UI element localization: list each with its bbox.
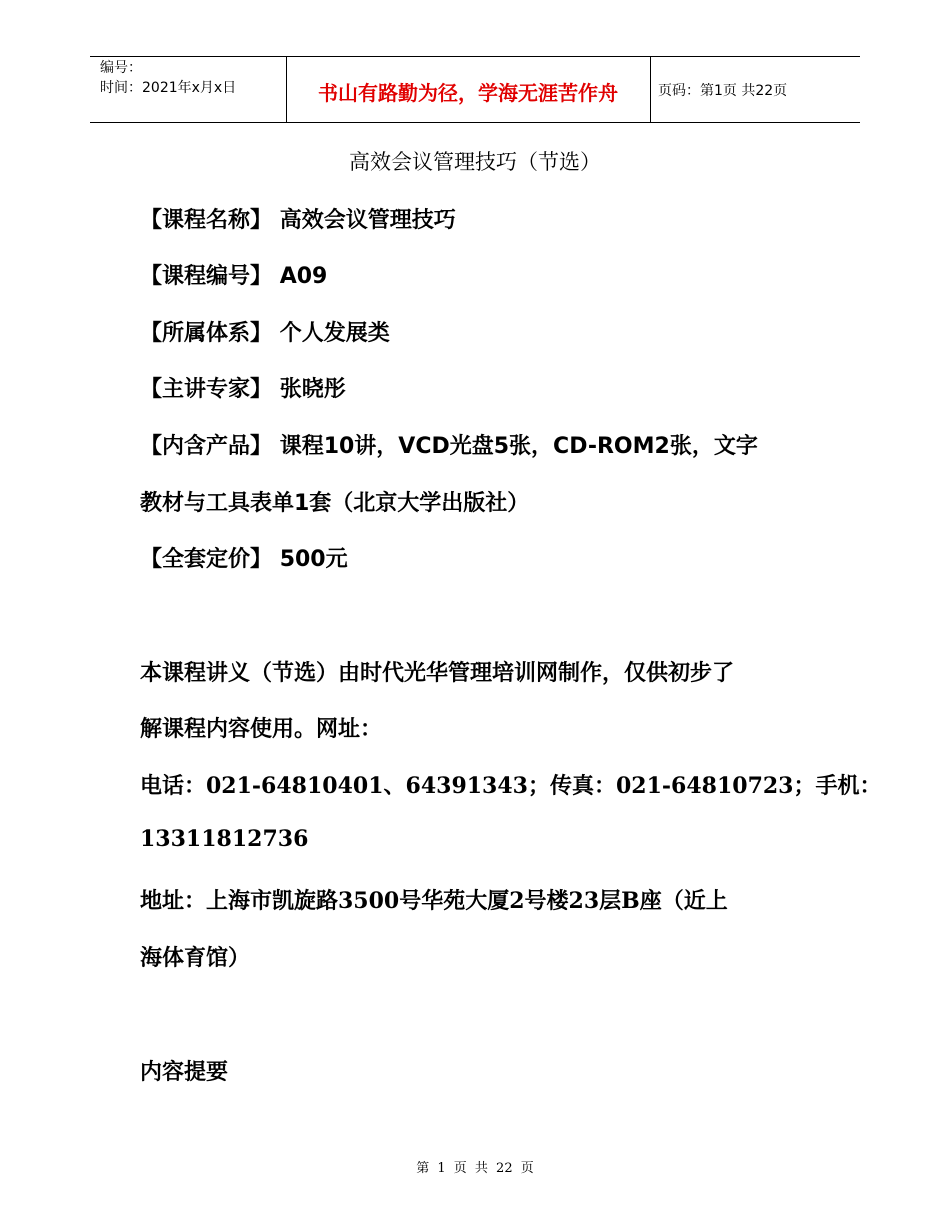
field-value: 500元 bbox=[279, 547, 348, 572]
field-course-name bbox=[140, 203, 456, 234]
intro-line-1: 本课程讲义（节选）由时代光华管理培训网制作，仅供初步了 bbox=[140, 661, 735, 686]
header-number-label: 编号： bbox=[100, 60, 142, 76]
field-lecturer bbox=[140, 372, 346, 403]
field-value: 高效会议管理技巧 bbox=[279, 208, 456, 233]
phone-line-2: 13311812736 bbox=[140, 826, 309, 852]
field-label: 【课程名称】 bbox=[140, 208, 273, 233]
address-line-1: 地址：上海市凯旋路3500号华苑大厦2号楼23层B座（近上 bbox=[140, 888, 728, 914]
field-label: 【主讲专家】 bbox=[140, 377, 273, 402]
field-label: 【内含产品】 bbox=[140, 434, 273, 459]
phone-line-1: 电话：021-64810401、64391343；传真：021-64810723；手机： bbox=[140, 773, 882, 799]
field-products bbox=[140, 429, 758, 460]
field-value: 张晓彤 bbox=[279, 377, 346, 402]
field-value: 课程10讲，VCD光盘5张，CD-ROM2张，文字 bbox=[279, 434, 758, 459]
field-label: 【所属体系】 bbox=[140, 321, 273, 346]
field-course-code bbox=[140, 259, 327, 290]
intro-line-2: 解课程内容使用。网址： bbox=[140, 717, 383, 742]
page-footer: 第 1 页 共 22 页 bbox=[416, 1161, 534, 1176]
header-meta bbox=[100, 58, 236, 98]
field-price bbox=[140, 542, 348, 573]
field-label: 【全套定价】 bbox=[140, 547, 273, 572]
field-products-continued: 教材与工具表单1套（北京大学出版社） bbox=[140, 491, 530, 516]
header-divider-right bbox=[650, 56, 651, 122]
field-label: 【课程编号】 bbox=[140, 264, 273, 289]
header-motto: 书山有路勤为径，学海无涯苦作舟 bbox=[318, 81, 618, 105]
header-bottom-rule bbox=[90, 122, 860, 123]
field-value: 个人发展类 bbox=[279, 321, 390, 346]
header-time-label: 时间：2021年x月x日 bbox=[100, 80, 237, 96]
field-value: A09 bbox=[279, 264, 328, 289]
header-page-info: 页码：第1页 共22页 bbox=[658, 83, 788, 99]
summary-heading: 内容提要 bbox=[140, 1060, 229, 1085]
document-title: 高效会议管理技巧（节选） bbox=[349, 150, 601, 174]
header-top-rule bbox=[90, 56, 860, 57]
field-category bbox=[140, 316, 390, 347]
address-line-2: 海体育馆） bbox=[140, 945, 251, 971]
